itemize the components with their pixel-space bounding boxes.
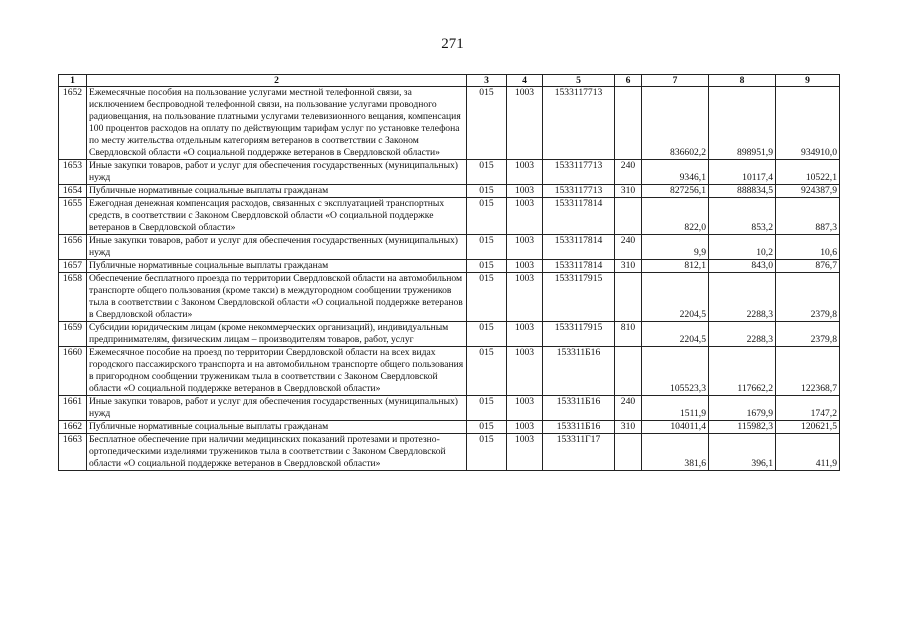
row-number: 1661 [59,396,87,421]
section-code: 1003 [507,434,543,471]
page-number: 271 [441,36,464,52]
section-code: 1003 [507,347,543,396]
amount-col8: 117662,2 [709,347,776,396]
amount-col9: 2379,8 [776,273,840,322]
ministry-code: 015 [467,434,507,471]
expense-type-code [615,87,642,160]
expense-type-code: 810 [615,322,642,347]
column-header: 6 [615,75,642,87]
amount-col8: 115982,3 [709,421,776,434]
amount-col7: 9346,1 [642,160,709,185]
amount-col8: 10117,4 [709,160,776,185]
row-number: 1657 [59,260,87,273]
amount-col9: 10522,1 [776,160,840,185]
column-header: 3 [467,75,507,87]
amount-col8: 888834,5 [709,185,776,198]
row-number: 1662 [59,421,87,434]
expense-type-code [615,198,642,235]
section-code: 1003 [507,160,543,185]
row-number: 1652 [59,87,87,160]
target-article-code: 1533117713 [543,185,615,198]
amount-col7: 836602,2 [642,87,709,160]
table-row [59,347,840,396]
row-description: Ежемесячные пособия на пользование услугами местной телефонной связи, за исключением беспроводной телефонной связи, на пользование услугами проводного радиовещания, на пользование платными услугами телевизионного вещания, компенсация 100 процентов расходов на оплату по действующим тарифам услуг по установке телефона по месту жительства отдельным категориям ветеранов в соответствии с Законом Свердловской области «О социальной поддержке ветеранов в Свердловской области» [87,87,467,160]
target-article-code: 1533117915 [543,322,615,347]
amount-col8: 396,1 [709,434,776,471]
budget-table [58,74,840,471]
column-header-row [59,75,840,87]
amount-col9: 120621,5 [776,421,840,434]
section-code: 1003 [507,235,543,260]
amount-col7: 2204,5 [642,273,709,322]
amount-col7: 104011,4 [642,421,709,434]
expense-type-code: 310 [615,185,642,198]
table-row [59,434,840,471]
column-header: 9 [776,75,840,87]
row-number: 1653 [59,160,87,185]
ministry-code: 015 [467,273,507,322]
amount-col9: 876,7 [776,260,840,273]
table-row [59,396,840,421]
section-code: 1003 [507,260,543,273]
amount-col9: 2379,8 [776,322,840,347]
amount-col8: 1679,9 [709,396,776,421]
amount-col9: 10,6 [776,235,840,260]
target-article-code: 153311Б16 [543,347,615,396]
amount-col7: 812,1 [642,260,709,273]
row-description: Ежемесячное пособие на проезд по территории Свердловской области на всех видах городского пассажирского транспорта и на автомобильном транспорте общего пользования в пригородном сообщении труженикам тыла в соответствии с Законом Свердловской области «О социальной поддержке ветеранов в Свердловской области» [87,347,467,396]
table-row [59,273,840,322]
amount-col8: 10,2 [709,235,776,260]
table-row [59,198,840,235]
expense-type-code [615,434,642,471]
section-code: 1003 [507,396,543,421]
expense-type-code: 240 [615,235,642,260]
ministry-code: 015 [467,235,507,260]
table-row [59,421,840,434]
amount-col7: 381,6 [642,434,709,471]
amount-col8: 898951,9 [709,87,776,160]
section-code: 1003 [507,87,543,160]
column-header: 4 [507,75,543,87]
row-number: 1656 [59,235,87,260]
section-code: 1003 [507,185,543,198]
row-number: 1655 [59,198,87,235]
expense-type-code: 240 [615,396,642,421]
expense-type-code: 310 [615,260,642,273]
amount-col9: 887,3 [776,198,840,235]
target-article-code: 153311Б16 [543,396,615,421]
row-description: Иные закупки товаров, работ и услуг для обеспечения государственных (муниципальных) нужд [87,160,467,185]
table-row [59,160,840,185]
amount-col7: 827256,1 [642,185,709,198]
amount-col9: 411,9 [776,434,840,471]
target-article-code: 1533117814 [543,235,615,260]
column-header: 1 [59,75,87,87]
amount-col8: 853,2 [709,198,776,235]
row-number: 1659 [59,322,87,347]
target-article-code: 153311Б16 [543,421,615,434]
section-code: 1003 [507,322,543,347]
amount-col8: 2288,3 [709,273,776,322]
row-number: 1660 [59,347,87,396]
column-header: 2 [87,75,467,87]
amount-col7: 9,9 [642,235,709,260]
amount-col7: 1511,9 [642,396,709,421]
table-row [59,185,840,198]
row-number: 1663 [59,434,87,471]
row-description: Субсидии юридическим лицам (кроме некоммерческих организаций), индивидуальным предпринимателям, физическим лицам – производителям товаров, работ, услуг [87,322,467,347]
row-number: 1654 [59,185,87,198]
target-article-code: 1533117915 [543,273,615,322]
amount-col7: 105523,3 [642,347,709,396]
table-row [59,260,840,273]
row-description: Публичные нормативные социальные выплаты гражданам [87,260,467,273]
table-row [59,87,840,160]
row-description: Иные закупки товаров, работ и услуг для обеспечения государственных (муниципальных) нужд [87,235,467,260]
ministry-code: 015 [467,322,507,347]
amount-col8: 843,0 [709,260,776,273]
column-header: 5 [543,75,615,87]
amount-col7: 2204,5 [642,322,709,347]
amount-col8: 2288,3 [709,322,776,347]
section-code: 1003 [507,273,543,322]
row-number: 1658 [59,273,87,322]
ministry-code: 015 [467,396,507,421]
amount-col9: 122368,7 [776,347,840,396]
target-article-code: 1533117814 [543,198,615,235]
table-row [59,235,840,260]
column-header: 7 [642,75,709,87]
expense-type-code [615,347,642,396]
ministry-code: 015 [467,160,507,185]
ministry-code: 015 [467,421,507,434]
ministry-code: 015 [467,260,507,273]
table-row [59,322,840,347]
ministry-code: 015 [467,347,507,396]
row-description: Обеспечение бесплатного проезда по территории Свердловской области на автомобильном транспорте общего пользования (кроме такси) в междугородном сообщении тружеников тыла в соответствии с Законом Свердловской области «О социальной поддержке ветеранов в Свердловской области» [87,273,467,322]
amount-col9: 1747,2 [776,396,840,421]
row-description: Ежегодная денежная компенсация расходов, связанных с эксплуатацией транспортных средств, в соответствии с Законом Свердловской области «О социальной поддержке ветеранов в Свердловской области» [87,198,467,235]
ministry-code: 015 [467,198,507,235]
row-description: Бесплатное обеспечение при наличии медицинских показаний протезами и протезно-ортопедическими изделиями тружеников тыла в соответствии с Законом Свердловской области «О социальной поддержке ветеранов в Свердловской области» [87,434,467,471]
target-article-code: 1533117814 [543,260,615,273]
amount-col9: 934910,0 [776,87,840,160]
expense-type-code: 240 [615,160,642,185]
row-description: Публичные нормативные социальные выплаты гражданам [87,185,467,198]
target-article-code: 1533117713 [543,87,615,160]
row-description: Иные закупки товаров, работ и услуг для обеспечения государственных (муниципальных) нужд [87,396,467,421]
row-description: Публичные нормативные социальные выплаты гражданам [87,421,467,434]
section-code: 1003 [507,421,543,434]
ministry-code: 015 [467,185,507,198]
expense-type-code [615,273,642,322]
amount-col9: 924387,9 [776,185,840,198]
ministry-code: 015 [467,87,507,160]
expense-type-code: 310 [615,421,642,434]
section-code: 1003 [507,198,543,235]
target-article-code: 153311Г17 [543,434,615,471]
target-article-code: 1533117713 [543,160,615,185]
amount-col7: 822,0 [642,198,709,235]
column-header: 8 [709,75,776,87]
